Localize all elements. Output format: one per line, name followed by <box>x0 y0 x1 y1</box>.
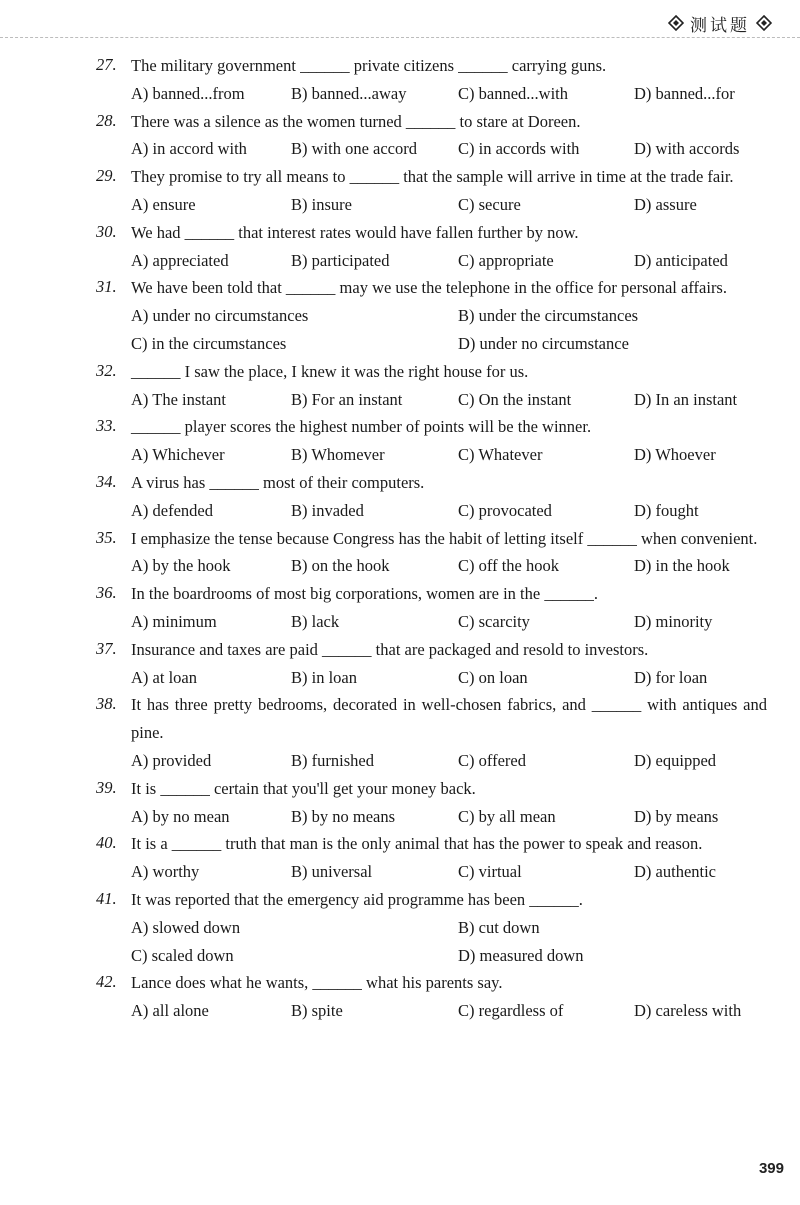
answer-option: B) under the circumstances <box>458 306 639 326</box>
answer-option: D) measured down <box>458 945 584 965</box>
question-text: A virus has ______ most of their computers. <box>131 472 425 492</box>
option-row <box>0 441 800 469</box>
question-text: ______ player scores the highest number of points will be the winner. <box>131 417 592 437</box>
question-text: It has three pretty bedrooms, decorated in well-chosen fabrics, and ______ with antiques and pine. <box>131 695 767 743</box>
answer-option: A) worthy <box>131 862 200 882</box>
question-item <box>0 413 800 469</box>
option-row <box>0 803 800 831</box>
answer-option: D) fought <box>634 500 699 520</box>
answer-option: A) ensure <box>131 194 196 214</box>
question-text: It is a ______ truth that man is the only animal that has the power to speak and reason. <box>131 834 703 854</box>
question-item <box>0 775 800 831</box>
answer-option: D) authentic <box>634 862 717 882</box>
answer-option: D) careless with <box>634 1001 742 1021</box>
answer-option: D) by means <box>634 806 719 826</box>
question-item <box>0 636 800 692</box>
question-item <box>0 219 800 275</box>
answer-option: C) provocated <box>458 500 552 520</box>
option-row <box>0 191 800 219</box>
answer-option: D) with accords <box>634 139 740 159</box>
answer-option: C) off the hook <box>458 556 559 576</box>
question-number: 33. <box>96 416 117 436</box>
question-item <box>0 969 800 1025</box>
answer-option: B) furnished <box>291 750 374 770</box>
answer-option: A) by no mean <box>131 806 230 826</box>
answer-option: A) slowed down <box>131 917 241 937</box>
option-row <box>0 330 800 358</box>
answer-option: D) assure <box>634 194 697 214</box>
option-row <box>0 80 800 108</box>
answer-option: C) in accords with <box>458 139 580 159</box>
question-list <box>0 52 800 1025</box>
answer-option: A) The instant <box>131 389 227 409</box>
diamond-icon <box>668 15 684 31</box>
answer-option: C) by all mean <box>458 806 556 826</box>
answer-option: B) Whomever <box>291 445 385 465</box>
option-row <box>0 914 800 942</box>
question-number: 39. <box>96 777 117 797</box>
question-item <box>0 108 800 164</box>
option-row <box>0 997 800 1025</box>
option-row <box>0 664 800 692</box>
answer-option: B) For an instant <box>291 389 403 409</box>
answer-option: C) offered <box>458 750 526 770</box>
diamond-icon <box>756 15 772 31</box>
answer-option: B) with one accord <box>291 139 417 159</box>
option-row <box>0 552 800 580</box>
answer-option: D) equipped <box>634 750 717 770</box>
option-row <box>0 858 800 886</box>
option-row <box>0 386 800 414</box>
answer-option: C) scaled down <box>131 945 234 965</box>
question-number: 32. <box>96 360 117 380</box>
question-number: 29. <box>96 166 117 186</box>
answer-option: B) on the hook <box>291 556 390 576</box>
question-text: Insurance and taxes are paid ______ that are packaged and resold to investors. <box>131 639 649 659</box>
option-row <box>0 247 800 275</box>
answer-option: B) insure <box>291 194 352 214</box>
question-item <box>0 52 800 108</box>
question-text: It was reported that the emergency aid programme has been ______. <box>131 889 583 909</box>
answer-option: D) minority <box>634 611 713 631</box>
answer-option: C) banned...with <box>458 83 568 103</box>
answer-option: B) banned...away <box>291 83 407 103</box>
option-row <box>0 302 800 330</box>
question-item <box>0 163 800 219</box>
answer-option: A) minimum <box>131 611 217 631</box>
answer-option: C) in the circumstances <box>131 333 287 353</box>
answer-option: A) all alone <box>131 1001 209 1021</box>
answer-option: B) participated <box>291 250 390 270</box>
question-item <box>0 580 800 636</box>
question-number: 28. <box>96 110 117 130</box>
question-number: 31. <box>96 277 117 297</box>
page-number: 399 <box>758 1160 784 1177</box>
answer-option: D) in the hook <box>634 556 730 576</box>
page-header <box>668 10 772 36</box>
question-text: We had ______ that interest rates would have fallen further by now. <box>131 222 579 242</box>
question-number: 42. <box>96 972 117 992</box>
option-row <box>0 135 800 163</box>
question-number: 38. <box>96 694 117 714</box>
answer-option: D) anticipated <box>634 250 728 270</box>
question-item <box>0 830 800 886</box>
option-row <box>0 608 800 636</box>
question-number: 35. <box>96 527 117 547</box>
answer-option: D) Whoever <box>634 445 716 465</box>
answer-option: C) On the instant <box>458 389 572 409</box>
answer-option: D) for loan <box>634 667 708 687</box>
answer-option: C) secure <box>458 194 521 214</box>
answer-option: A) Whichever <box>131 445 225 465</box>
answer-option: D) In an instant <box>634 389 738 409</box>
answer-option: B) lack <box>291 611 340 631</box>
answer-option: B) spite <box>291 1001 343 1021</box>
question-text: ______ I saw the place, I knew it was the right house for us. <box>131 361 529 381</box>
answer-option: A) at loan <box>131 667 197 687</box>
answer-option: A) defended <box>131 500 214 520</box>
answer-option: B) in loan <box>291 667 357 687</box>
question-text: There was a silence as the women turned ______ to stare at Doreen. <box>131 111 581 131</box>
answer-option: A) provided <box>131 750 212 770</box>
question-number: 30. <box>96 221 117 241</box>
answer-option: B) universal <box>291 862 373 882</box>
answer-option: A) under no circumstances <box>131 306 309 326</box>
question-number: 36. <box>96 583 117 603</box>
question-item <box>0 525 800 581</box>
question-text: They promise to try all means to ______ that the sample will arrive in time at the trade fair. <box>131 167 734 187</box>
answer-option: A) in accord with <box>131 139 247 159</box>
question-item <box>0 469 800 525</box>
section-title: 测试题 <box>690 15 750 36</box>
question-number: 40. <box>96 833 117 853</box>
question-number: 37. <box>96 638 117 658</box>
question-number: 34. <box>96 471 117 491</box>
question-text: Lance does what he wants, ______ what his parents say. <box>131 973 503 993</box>
question-item <box>0 358 800 414</box>
question-item <box>0 274 800 357</box>
answer-option: D) banned...for <box>634 83 735 103</box>
answer-option: C) on loan <box>458 667 528 687</box>
answer-option: B) by no means <box>291 806 396 826</box>
answer-option: A) banned...from <box>131 83 245 103</box>
answer-option: C) scarcity <box>458 611 530 631</box>
option-row <box>0 497 800 525</box>
option-row <box>0 747 800 775</box>
question-number: 41. <box>96 888 117 908</box>
answer-option: C) regardless of <box>458 1001 564 1021</box>
answer-option: C) Whatever <box>458 445 543 465</box>
question-text: We have been told that ______ may we use the telephone in the office for personal affairs. <box>131 278 727 298</box>
answer-option: A) by the hook <box>131 556 231 576</box>
question-item <box>0 691 800 774</box>
answer-option: C) appropriate <box>458 250 554 270</box>
question-number: 27. <box>96 55 117 74</box>
answer-option: D) under no circumstance <box>458 333 629 353</box>
question-text: The military government ______ private citizens ______ carrying guns. <box>131 56 607 75</box>
answer-option: A) appreciated <box>131 250 229 270</box>
answer-option: B) invaded <box>291 500 364 520</box>
answer-option: C) virtual <box>458 862 522 882</box>
question-item <box>0 886 800 969</box>
header-divider <box>0 37 800 38</box>
question-text: In the boardrooms of most big corporations, women are in the ______. <box>131 584 598 604</box>
question-text: I emphasize the tense because Congress has the habit of letting itself ______ when convenient. <box>131 528 758 548</box>
option-row <box>0 942 800 970</box>
question-text: It is ______ certain that you'll get your money back. <box>131 778 476 798</box>
answer-option: B) cut down <box>458 917 540 937</box>
